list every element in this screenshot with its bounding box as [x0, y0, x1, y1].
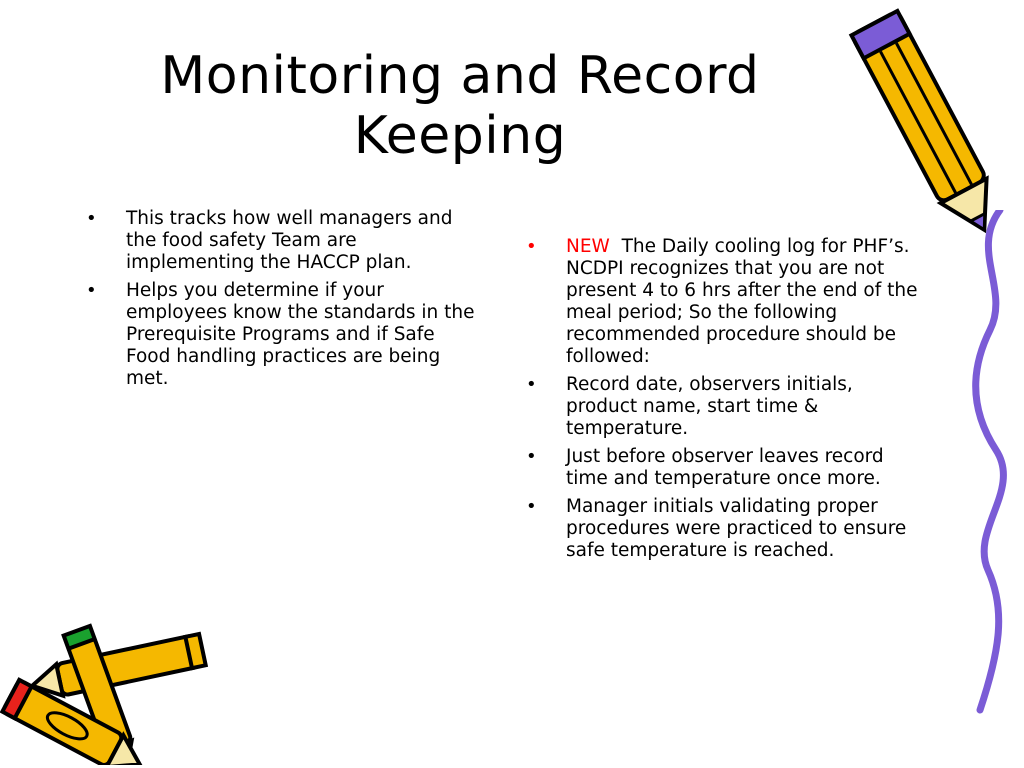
- list-item: [526, 374, 926, 440]
- bullet-text: Just before observer leaves record time and temperature once more.: [566, 446, 884, 489]
- bullet-text: Helps you determine if your employees know the standards in the Prerequisite Programs and if Safe Food handling practices are being met.: [126, 280, 475, 389]
- list-item: [526, 496, 926, 562]
- list-item: [86, 208, 484, 274]
- bullet-icon: •: [526, 446, 537, 467]
- bullet-text: Manager initials validating proper procedures were practiced to ensure safe temperature is reached.: [566, 496, 907, 561]
- list-item: [86, 280, 484, 390]
- bullet-icon: •: [526, 236, 537, 257]
- bullet-icon: •: [86, 208, 97, 229]
- wavy-line-icon: [930, 210, 1024, 720]
- pencil-clipart-icon: [842, 0, 1012, 245]
- bullet-text: The Daily cooling log for PHF’s. NCDPI recognizes that you are not present 4 to 6 hrs after the end of the meal period; So the following recommended procedure should be followed:: [566, 236, 924, 367]
- bullet-text: Record date, observers initials, product name, start time & temperature.: [566, 374, 853, 439]
- right-bullet-list: [526, 236, 926, 568]
- slide-title: Monitoring and Record Keeping: [160, 46, 760, 166]
- bullet-icon: •: [86, 280, 97, 301]
- list-item: [526, 446, 926, 490]
- bullet-icon: •: [526, 496, 537, 517]
- crayons-clipart-icon: [0, 615, 210, 765]
- bullet-icon: •: [526, 374, 537, 395]
- left-bullet-list: [86, 208, 484, 396]
- bullet-text: This tracks how well managers and the food safety Team are implementing the HACCP plan.: [126, 208, 453, 273]
- list-item: [526, 236, 926, 368]
- new-tag: NEW: [566, 236, 610, 257]
